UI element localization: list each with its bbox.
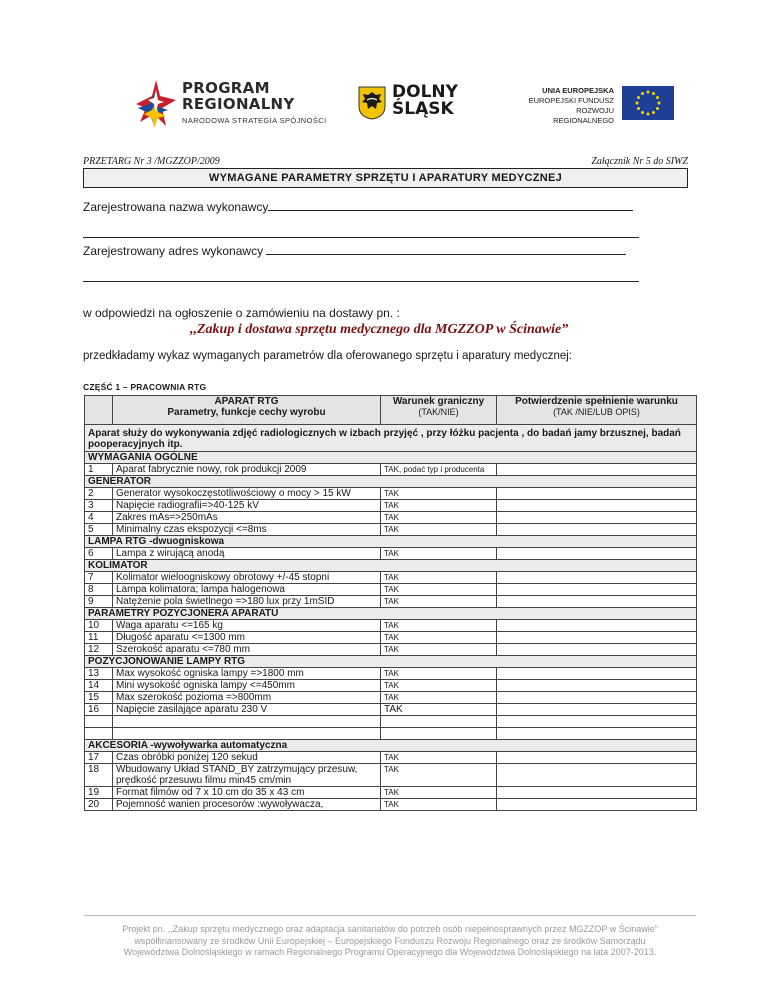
- section-title: AKCESORIA -wywoływarka automatyczna: [85, 740, 697, 752]
- dolny-slask-text: [392, 84, 458, 118]
- section-title: KOLIMATOR: [85, 560, 697, 572]
- table-row: [85, 488, 697, 500]
- contractor-name-row: [83, 199, 643, 214]
- row-condition: TAK: [381, 500, 497, 512]
- empty-row: [85, 716, 697, 728]
- section-row: [85, 608, 697, 620]
- row-number: 9: [85, 596, 113, 608]
- footer-divider: [84, 915, 696, 916]
- table-row: [85, 548, 697, 560]
- contractor-address-label: Zarejestrowany adres wykonawcy: [83, 244, 264, 258]
- program-regionalny-logo: [130, 78, 330, 134]
- table-row: [85, 620, 697, 632]
- table-row: [85, 572, 697, 584]
- part-title: CZĘŚĆ 1 – PRACOWNIA RTG: [83, 382, 207, 392]
- row-parameter: Generator wysokoczęstotliwościowy o mocy > 15 kW: [113, 488, 381, 500]
- header-params-cell: [113, 396, 381, 425]
- row-parameter: Aparat fabrycznie nowy, rok produkcji 2009: [113, 464, 381, 476]
- table-row: [85, 500, 697, 512]
- attachment-number: Załącznik Nr 5 do SIWZ: [591, 156, 688, 167]
- table-row: [85, 692, 697, 704]
- contractor-name-field[interactable]: [268, 199, 633, 211]
- procurement-subject: ,,Zakup i dostawa sprzętu medycznego dla MGZZOP w Ścinawie”: [190, 322, 569, 337]
- row-confirmation-field[interactable]: [497, 764, 697, 787]
- empty-cell: [113, 716, 381, 728]
- eu-text: [516, 86, 614, 126]
- row-number: 3: [85, 500, 113, 512]
- intro-text: w odpowiedzi na ogłoszenie o zamówieniu na dostawy pn. :: [83, 306, 400, 320]
- header-confirmation-line2: (TAK /NIE/LUB OPIS): [553, 407, 640, 417]
- row-parameter: Długość aparatu <=1300 mm: [113, 632, 381, 644]
- row-number: 2: [85, 488, 113, 500]
- ds-line2: ŚLĄSK: [392, 99, 454, 119]
- row-number: 16: [85, 704, 113, 716]
- dolny-slask-logo: [358, 84, 478, 124]
- contractor-address-row: [83, 243, 643, 258]
- row-number: 10: [85, 620, 113, 632]
- program-line2: REGIONALNY: [182, 95, 295, 113]
- program-star-icon: [130, 78, 178, 130]
- table-row: [85, 632, 697, 644]
- empty-cell: [381, 728, 497, 740]
- row-parameter: Waga aparatu <=165 kg: [113, 620, 381, 632]
- row-number: 15: [85, 692, 113, 704]
- table-row: [85, 787, 697, 799]
- row-condition: TAK: [381, 488, 497, 500]
- row-condition: TAK: [381, 764, 497, 787]
- table-row: [85, 799, 697, 811]
- section-row: [85, 740, 697, 752]
- project-footer: [84, 924, 696, 959]
- row-confirmation-field[interactable]: [497, 500, 697, 512]
- row-number: 11: [85, 632, 113, 644]
- description-row: [85, 425, 697, 452]
- document-title: WYMAGANE PARAMETRY SPRZĘTU I APARATURY MEDYCZNEJ: [83, 168, 688, 188]
- row-confirmation-field[interactable]: [497, 596, 697, 608]
- section-row: [85, 476, 697, 488]
- row-condition: TAK: [381, 512, 497, 524]
- row-parameter: Mini wysokość ogniska lampy <=450mm: [113, 680, 381, 692]
- row-parameter: Szerokość aparatu <=780 mm: [113, 644, 381, 656]
- row-number: 20: [85, 799, 113, 811]
- section-row: [85, 536, 697, 548]
- eagle-shield-icon: [358, 86, 386, 120]
- row-number: 17: [85, 752, 113, 764]
- row-confirmation-field[interactable]: [497, 584, 697, 596]
- row-parameter: Format filmów od 7 x 10 cm do 35 x 43 cm: [113, 787, 381, 799]
- eu-logo: [516, 86, 676, 125]
- row-condition: TAK: [381, 632, 497, 644]
- empty-cell: [381, 716, 497, 728]
- program-line1: PROGRAM: [182, 79, 270, 97]
- footer-line2: współfinansowany ze środków Unii Europejskiej – Europejskiego Funduszu Rozwoju Regionalnego oraz ze środków Samorządu: [134, 935, 646, 946]
- row-confirmation-field[interactable]: [497, 464, 697, 476]
- row-parameter: Lampa kolimatora; lampa halogenowa: [113, 584, 381, 596]
- row-number: 12: [85, 644, 113, 656]
- row-confirmation-field[interactable]: [497, 787, 697, 799]
- row-confirmation-field[interactable]: [497, 488, 697, 500]
- header-num-cell: [85, 396, 113, 425]
- row-number: 6: [85, 548, 113, 560]
- row-condition: TAK, podać typ i producenta: [381, 464, 497, 476]
- row-parameter: Napięcie zasilające aparatu 230 V: [113, 704, 381, 716]
- contractor-address-continuation: [83, 270, 643, 285]
- row-condition: TAK: [381, 584, 497, 596]
- row-confirmation-field[interactable]: [497, 680, 697, 692]
- table-row: [85, 752, 697, 764]
- row-parameter: Kolimator wieloogniskowy obrotowy +/-45 stopni: [113, 572, 381, 584]
- section-title: POZYCJONOWANIE LAMPY RTG: [85, 656, 697, 668]
- empty-cell[interactable]: [497, 716, 697, 728]
- row-number: 8: [85, 584, 113, 596]
- eu-line1: UNIA EUROPEJSKA: [542, 86, 614, 95]
- row-number: 18: [85, 764, 113, 787]
- row-condition: TAK: [381, 668, 497, 680]
- row-confirmation-field[interactable]: [497, 512, 697, 524]
- contractor-name-label: Zarejestrowana nazwa wykonawcy: [83, 200, 269, 214]
- table-row: [85, 704, 697, 716]
- row-condition: TAK: [381, 572, 497, 584]
- section-row: [85, 656, 697, 668]
- row-confirmation-field[interactable]: [497, 692, 697, 704]
- section-row: [85, 452, 697, 464]
- row-condition: TAK: [381, 596, 497, 608]
- row-parameter: Max szerokość pozioma =>800mm: [113, 692, 381, 704]
- empty-row: [85, 728, 697, 740]
- row-condition: TAK: [381, 704, 497, 716]
- empty-cell: [85, 716, 113, 728]
- row-parameter: Natężenie pola świetlnego =>180 lux przy 1mSID: [113, 596, 381, 608]
- section-title: GENERATOR: [85, 476, 697, 488]
- ds-line1: DOLNY: [392, 82, 458, 102]
- row-parameter: Max wysokość ogniska lampy =>1800 mm: [113, 668, 381, 680]
- program-subtitle: NARODOWA STRATEGIA SPÓJNOŚCI: [182, 116, 327, 125]
- row-number: 13: [85, 668, 113, 680]
- row-confirmation-field[interactable]: [497, 620, 697, 632]
- row-confirmation-field[interactable]: [497, 799, 697, 811]
- contractor-name-continuation: [83, 226, 643, 241]
- row-parameter: Pojemność wanien procesorów :wywoływacza,: [113, 799, 381, 811]
- tender-number: PRZETARG Nr 3 /MGZZOP/2009: [83, 156, 220, 167]
- table-row: [85, 584, 697, 596]
- header-condition-line2: (TAK/NIE): [418, 407, 459, 417]
- row-confirmation-field[interactable]: [497, 524, 697, 536]
- row-condition: TAK: [381, 620, 497, 632]
- table-row: [85, 668, 697, 680]
- row-confirmation-field[interactable]: [497, 548, 697, 560]
- row-condition: TAK: [381, 680, 497, 692]
- table-row: [85, 524, 697, 536]
- row-number: 7: [85, 572, 113, 584]
- device-description: Aparat służy do wykonywania zdjęć radiologicznych w izbach przyjęć , przy łóżku pacjenta , do badań jamy brzusznej, badań pooperacyjnych itp.: [85, 425, 697, 452]
- header-confirmation-line1: Potwierdzenie spełnienie warunku: [515, 396, 678, 407]
- header-confirmation-cell: [497, 396, 697, 425]
- row-parameter: Zakres mAs=>250mAs: [113, 512, 381, 524]
- eu-line2: EUROPEJSKI FUNDUSZ: [528, 96, 614, 105]
- table-row: [85, 644, 697, 656]
- eu-line3: ROZWOJU REGIONALNEGO: [553, 106, 614, 125]
- footer-line1: Projekt pn. ,,Zakup sprzętu medycznego oraz adaptacja sanitariatów do potrzeb osób niepełnosprawnych przez MGZZOP w Ścinawie”: [122, 924, 658, 934]
- header-params-line2: Parametry, funkcje cechy wyrobu: [167, 407, 326, 418]
- header-params-line1: APARAT RTG: [214, 396, 279, 407]
- header-condition-cell: [381, 396, 497, 425]
- declaration-text: przedkładamy wykaz wymaganych parametrów dla oferowanego sprzętu i aparatury medycznej:: [83, 350, 572, 362]
- table-row: [85, 464, 697, 476]
- parameters-table: [84, 395, 697, 811]
- row-condition: TAK: [381, 752, 497, 764]
- section-title: LAMPA RTG -dwuogniskowa: [85, 536, 697, 548]
- row-number: 1: [85, 464, 113, 476]
- table-row: [85, 596, 697, 608]
- row-condition: TAK: [381, 548, 497, 560]
- row-condition: TAK: [381, 644, 497, 656]
- contractor-address-field[interactable]: [266, 243, 626, 255]
- program-text: [182, 80, 327, 125]
- contractor-name-field-2[interactable]: [83, 226, 639, 238]
- empty-cell: [85, 728, 113, 740]
- row-confirmation-field[interactable]: [497, 632, 697, 644]
- header-condition-line1: Warunek graniczny: [392, 396, 485, 407]
- empty-cell[interactable]: [497, 728, 697, 740]
- table-row: [85, 512, 697, 524]
- table-row: [85, 764, 697, 787]
- row-condition: TAK: [381, 787, 497, 799]
- row-confirmation-field[interactable]: [497, 704, 697, 716]
- row-number: 19: [85, 787, 113, 799]
- row-condition: TAK: [381, 692, 497, 704]
- row-parameter: Napięcie radiografii=>40-125 kV: [113, 500, 381, 512]
- row-parameter: Wbudowany Układ STAND_BY zatrzymujący przesuw, prędkość przesuwu filmu min45 cm/min: [113, 764, 381, 787]
- section-title: PARAMETRY POZYCJONERA APARATU: [85, 608, 697, 620]
- row-condition: TAK: [381, 799, 497, 811]
- row-confirmation-field[interactable]: [497, 752, 697, 764]
- row-confirmation-field[interactable]: [497, 644, 697, 656]
- section-row: [85, 560, 697, 572]
- row-confirmation-field[interactable]: [497, 668, 697, 680]
- contractor-address-field-2[interactable]: [83, 270, 639, 282]
- row-number: 14: [85, 680, 113, 692]
- row-parameter: Czas obróbki poniżej 120 sekud: [113, 752, 381, 764]
- row-number: 5: [85, 524, 113, 536]
- table-row: [85, 680, 697, 692]
- row-confirmation-field[interactable]: [497, 572, 697, 584]
- footer-line3: Województwa Dolnośląskiego w ramach Regionalnego Programu Operacyjnego dla Województwa Dolnośląskiego na lata 2007-2013.: [123, 947, 657, 957]
- row-parameter: Lampa z wirującą anodą: [113, 548, 381, 560]
- row-number: 4: [85, 512, 113, 524]
- section-title: WYMAGANIA OGÓLNE: [85, 452, 697, 464]
- empty-cell: [113, 728, 381, 740]
- row-parameter: Minimalny czas ekspozycji <=8ms: [113, 524, 381, 536]
- eu-flag-icon: [622, 86, 674, 120]
- table-header-row: [85, 396, 697, 425]
- row-condition: TAK: [381, 524, 497, 536]
